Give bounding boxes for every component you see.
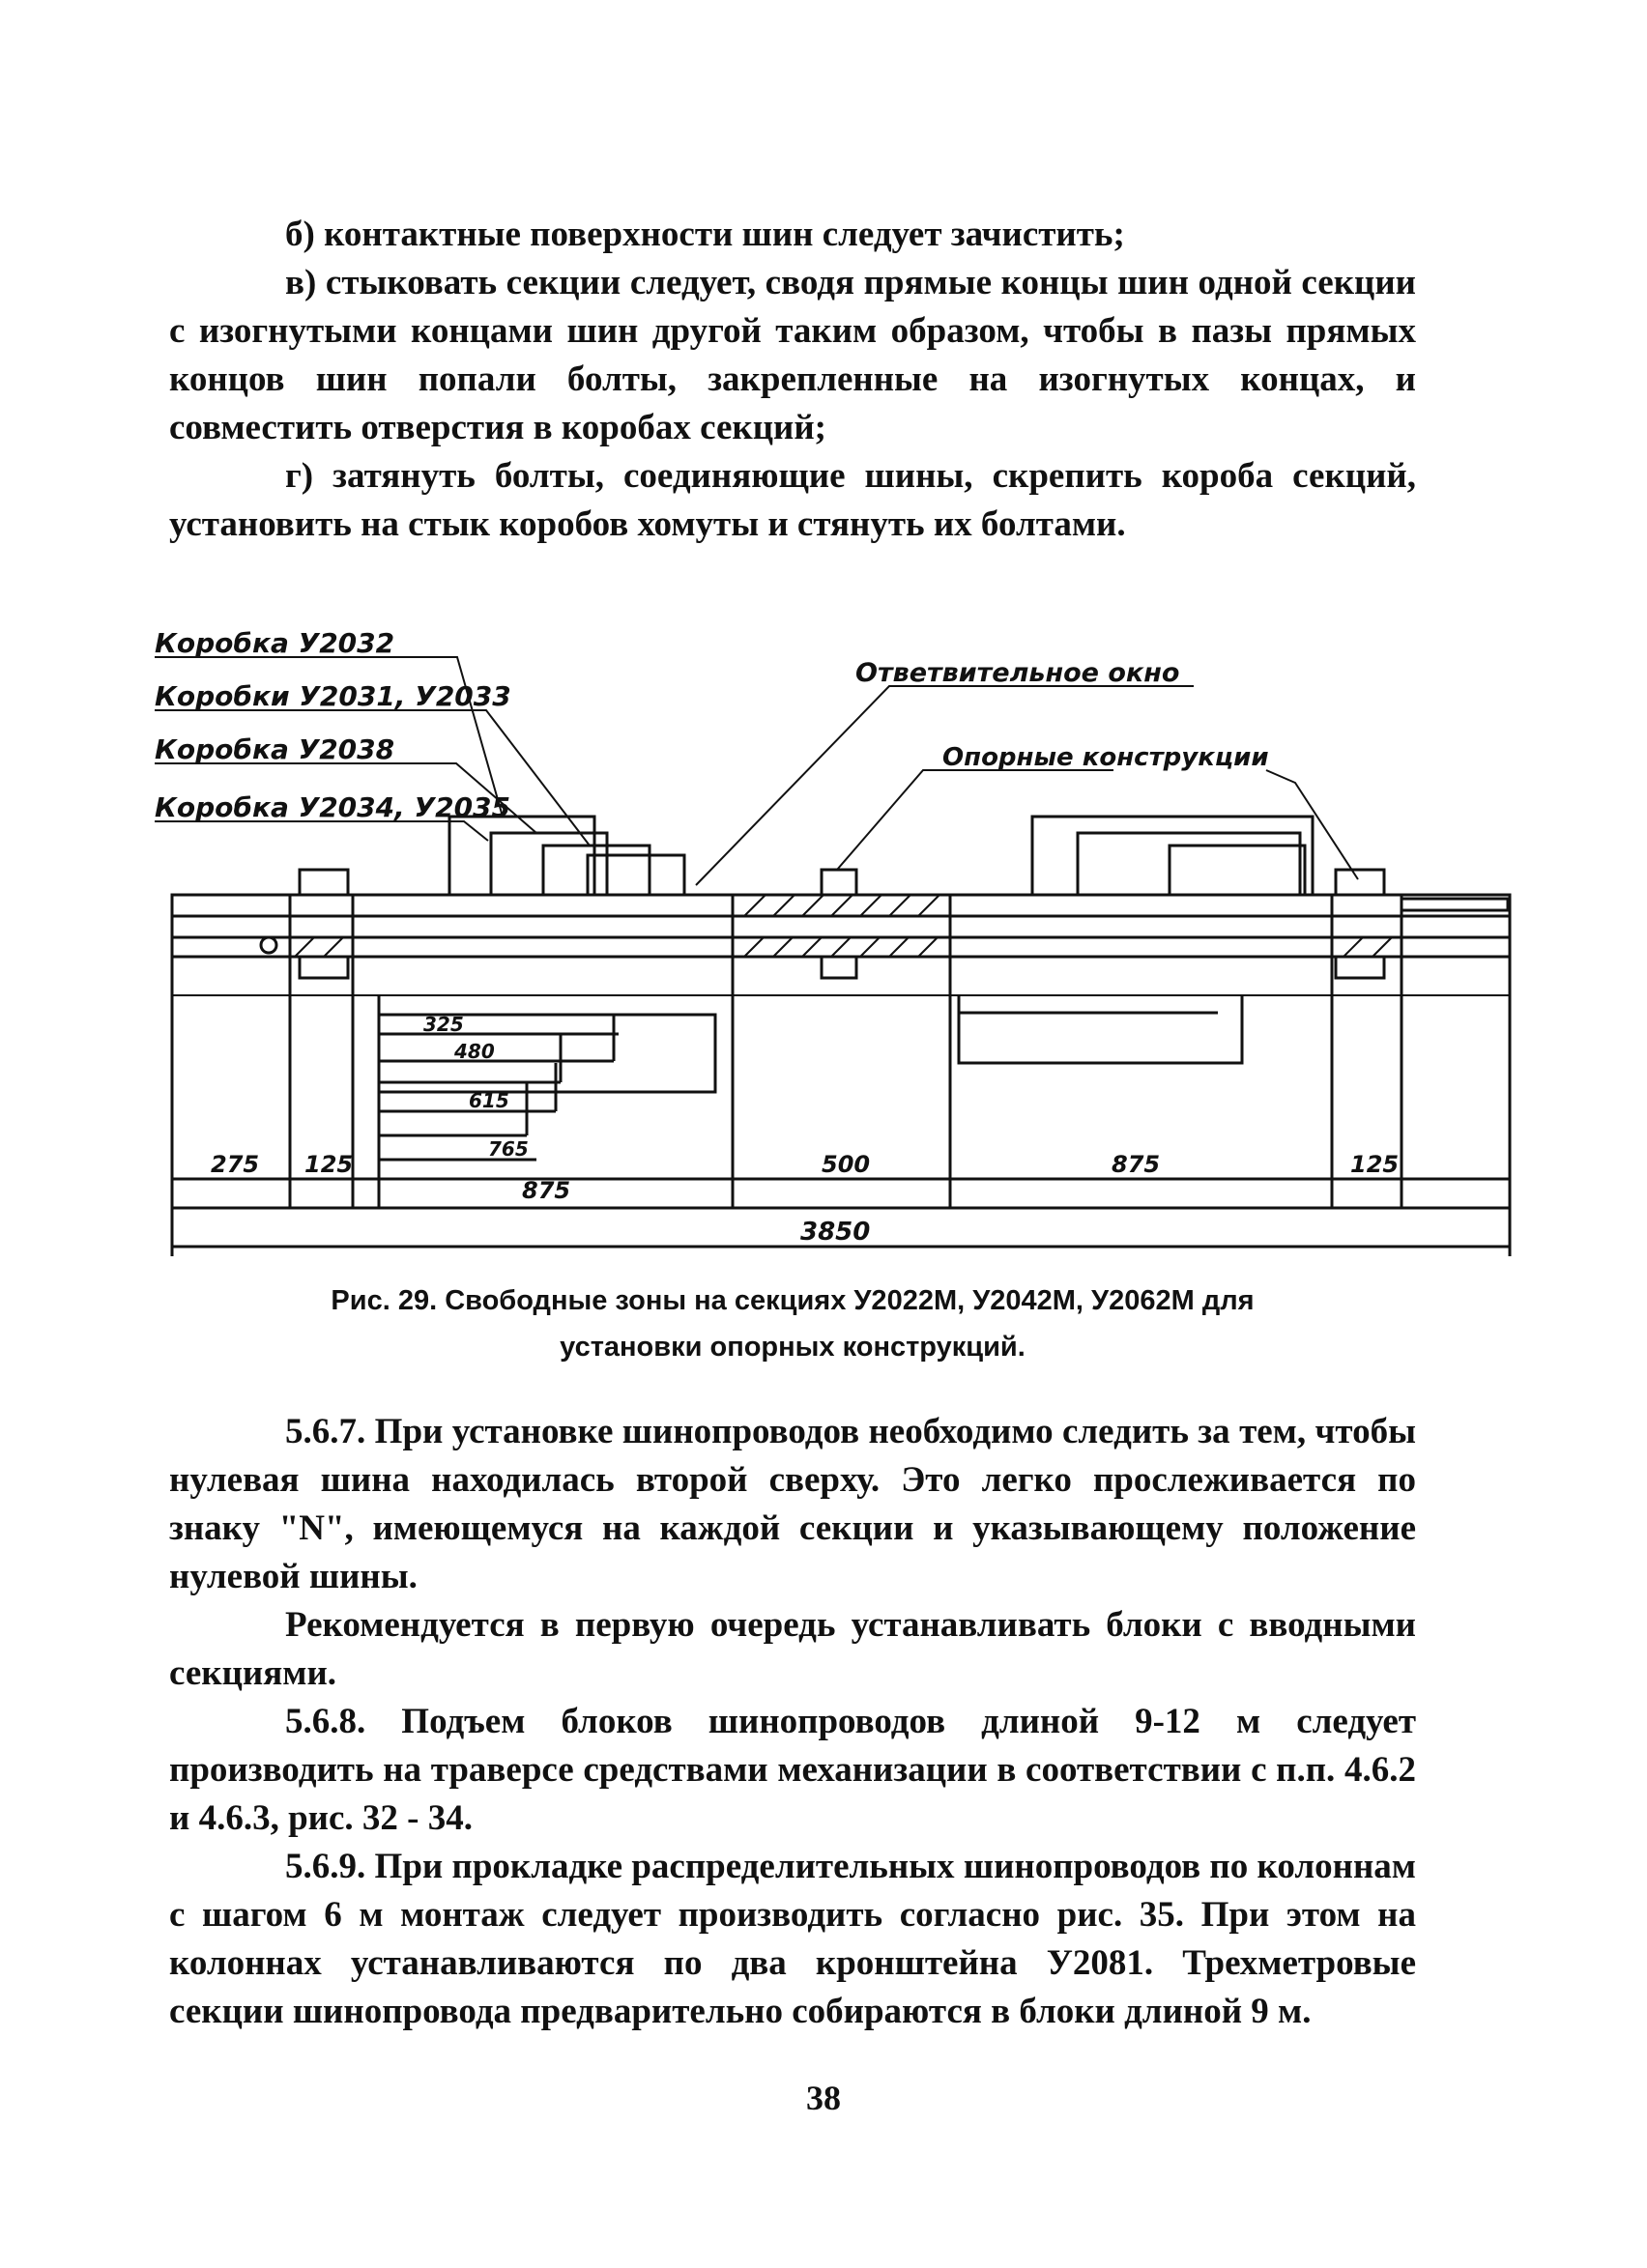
label-box-u2031-u2033: Коробки У2031, У2033	[155, 680, 511, 712]
dim-125-right: 125	[1350, 1151, 1400, 1178]
dim-500: 500	[822, 1151, 871, 1178]
label-supports: Опорные конструкции	[942, 743, 1269, 772]
figure-caption	[169, 1278, 1416, 1370]
dim-615: 615	[469, 1089, 509, 1112]
label-box-u2034-u2035: Коробка У2034, У2035	[155, 791, 511, 823]
label-branch-window: Ответвительное окно	[855, 658, 1180, 688]
dim-total-3850: 3850	[800, 1218, 871, 1247]
caption-line-2: установки опорных конструкций.	[560, 1332, 1026, 1363]
dim-480: 480	[454, 1040, 495, 1063]
dim-765: 765	[488, 1137, 529, 1161]
figure-29-drawing	[155, 580, 1527, 1256]
paragraph-g: г) затянуть болты, соединяющие шины, скрепить короба секций, установить на стык коробов хомуты и стянуть их болтами.	[169, 456, 1416, 544]
label-box-u2032: Коробка У2032	[155, 627, 395, 659]
paragraph-5-6-7: 5.6.7. При установке шинопроводов необходимо следить за тем, чтобы нулевая шина находилась второй сверху. Это легко прослеживается по знаку "N", имеющемуся на каждой секции и указывающему положение нулевой шины.	[169, 1412, 1416, 1596]
paragraph-v: в) стыковать секции следует, сводя прямые концы шин одной секции с изогнутыми концами шин другой таким образом, чтобы в пазы прямых концов шин попали болты, закрепленные на изогнутых концах, и совместить отверстия в коробах секций;	[169, 263, 1416, 447]
clamp-right	[1336, 870, 1384, 895]
support-mount	[822, 870, 856, 895]
paragraph-recommendation: Рекомендуется в первую очередь устанавливать блоки с вводными секциями.	[169, 1605, 1416, 1693]
label-box-u2038: Коробка У2038	[155, 733, 395, 765]
page-number: 38	[806, 2079, 841, 2117]
clamp-left	[300, 870, 348, 895]
paragraph-b: б) контактные поверхности шин следует зачистить;	[285, 215, 1125, 254]
dim-875-left: 875	[522, 1177, 571, 1204]
box-right	[1032, 817, 1313, 895]
dim-875-right: 875	[1112, 1151, 1161, 1178]
caption-line-1: Рис. 29. Свободные зоны на секциях У2022М, У2042М, У2062М для	[331, 1285, 1255, 1316]
dim-275: 275	[211, 1151, 260, 1178]
dim-125-left: 125	[304, 1151, 354, 1178]
dim-325: 325	[423, 1013, 464, 1036]
paragraph-5-6-8: 5.6.8. Подъем блоков шинопроводов длиной 9-12 м следует производить на траверсе средствами механизации в соответствии с п.п. 4.6.2 и 4.6.3, рис. 32 - 34.	[169, 1702, 1416, 1838]
paragraph-5-6-9: 5.6.9. При прокладке распределительных шинопроводов по колоннам с шагом 6 м монтаж следует производить согласно рис. 35. При этом на колоннах устанавливаются по два кронштейна У2081. Трехметровые секции шинопровода предварительно собираются в блоки длиной 9 м.	[169, 1847, 1416, 2031]
